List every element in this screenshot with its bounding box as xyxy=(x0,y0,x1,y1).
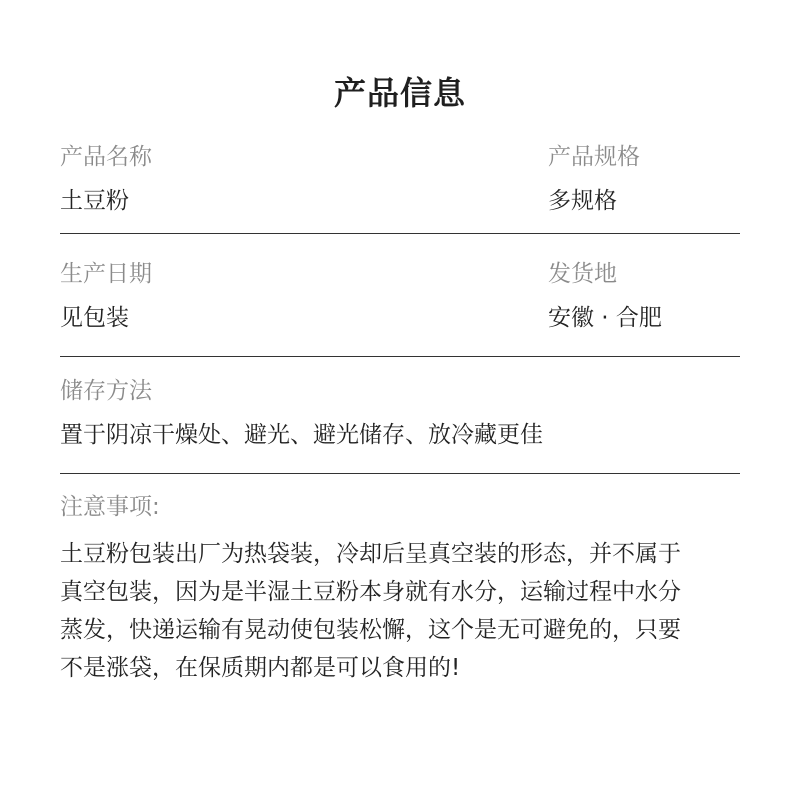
notes-line: 不是涨袋，在保质期内都是可以食用的! xyxy=(60,655,461,681)
field-product-name xyxy=(60,142,152,216)
field-ship-from xyxy=(548,259,662,333)
field-storage xyxy=(60,376,543,450)
notes-text xyxy=(60,535,750,687)
production-date-label: 生产日期 xyxy=(60,261,152,287)
product-spec-label: 产品规格 xyxy=(548,144,640,170)
production-date-value: 见包装 xyxy=(60,305,129,331)
field-production-date xyxy=(60,259,152,333)
product-name-label: 产品名称 xyxy=(60,144,152,170)
divider xyxy=(60,356,740,357)
field-product-spec xyxy=(548,142,640,216)
storage-label: 储存方法 xyxy=(60,378,152,404)
notes-line: 土豆粉包装出厂为热袋装，冷却后呈真空装的形态，并不属于 xyxy=(60,541,681,567)
storage-value: 置于阴凉干燥处、避光、避光储存、放冷藏更佳 xyxy=(60,422,543,448)
notes-line: 真空包装，因为是半湿土豆粉本身就有水分，运输过程中水分 xyxy=(60,579,681,605)
ship-from-value: 安徽 · 合肥 xyxy=(548,305,662,331)
divider xyxy=(60,473,740,474)
notes-label: 注意事项: xyxy=(60,494,160,520)
page-title: 产品信息 xyxy=(333,74,466,112)
notes-line: 蒸发，快递运输有晃动使包装松懈，这个是无可避免的，只要 xyxy=(60,617,681,643)
divider xyxy=(60,233,740,234)
product-name-value: 土豆粉 xyxy=(60,188,129,214)
field-notes xyxy=(60,492,160,522)
ship-from-label: 发货地 xyxy=(548,261,617,287)
product-spec-value: 多规格 xyxy=(548,188,617,214)
